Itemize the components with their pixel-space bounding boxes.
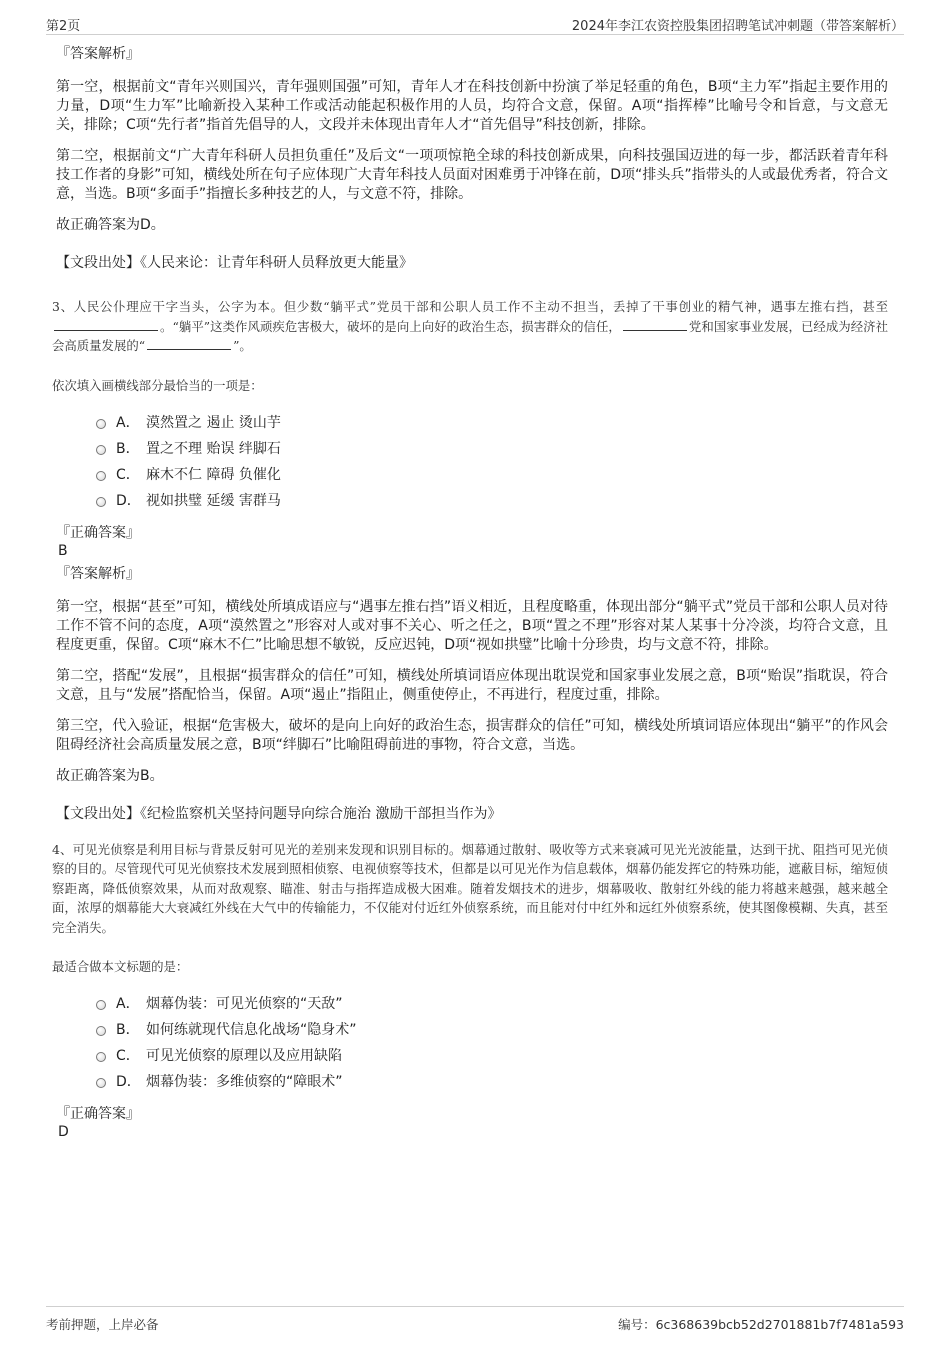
q4-answer: D — [58, 1124, 69, 1140]
q2-source: 【文段出处】《人民来论：让青年科研人员释放更大能量》 — [56, 255, 413, 271]
q3-option-a[interactable] — [96, 410, 888, 436]
q4-prompt: 最适合做本文标题的是： — [52, 959, 189, 974]
option-key: D． — [116, 1074, 141, 1090]
q3-prompt: 依次填入画横线部分最恰当的一项是： — [52, 377, 263, 393]
radio-icon[interactable] — [96, 1078, 106, 1088]
option-text: 置之不理 贻误 绊脚石 — [146, 440, 281, 457]
document-body — [52, 44, 889, 1141]
q3-option-c[interactable] — [96, 462, 888, 488]
q3-stem — [52, 297, 888, 356]
radio-icon[interactable] — [96, 1026, 106, 1036]
q2-conclusion: 故正确答案为D。 — [56, 217, 165, 233]
q4-stem: 4、可见光侦察是利用目标与背景反射可见光的差别来发现和识别目标的。烟幕通过散射、吸收等方式来衰减可见光光波能量，达到干扰、阻挡可见光侦察的目的。尽管现代可见光侦察技术发展到照相侦察、电视侦察等技术，但都是以可见光作为信息载体，烟幕仍能发挥它的特殊功能，遮蔽目标，缩短侦察距离，降低侦察效果，从而对敌观察、瞄准、射击与指挥造成极大困难。随着发烟技术的进步，烟幕吸收、散射红外线的能力将越来越强，越来越全面，浓厚的烟幕能大大衰减红外线在大气中的传输能力，不仅能对付近红外侦察系统，而且能对付中红外和远红外侦察系统，使其图像模糊、失真，甚至完全消失。 — [52, 841, 888, 935]
q3-blank-3 — [147, 337, 231, 350]
option-text: 烟幕伪装：多维侦察的“障眼术” — [146, 1074, 343, 1090]
radio-icon[interactable] — [96, 445, 106, 455]
q4-option-a[interactable] — [96, 991, 888, 1017]
option-text: 可见光侦察的原理以及应用缺陷 — [146, 1048, 342, 1064]
option-key: D． — [116, 492, 141, 509]
option-key: B． — [116, 1022, 140, 1038]
option-key: C． — [116, 466, 140, 483]
page-header — [46, 12, 904, 35]
option-key: B． — [116, 440, 140, 457]
footer-slogan: 考前押题，上岸必备 — [46, 1317, 159, 1332]
q2-analysis-label: 『答案解析』 — [56, 46, 140, 62]
document-title: 2024年李江农资控股集团招聘笔试冲刺题（带答案解析） — [571, 19, 904, 34]
radio-icon[interactable] — [96, 1000, 106, 1010]
q3-answer: B — [58, 542, 68, 559]
q3-source: 【文段出处】《纪检监察机关坚持问题导向综合施治 激励干部担当作为》 — [56, 805, 502, 822]
q3-options — [96, 410, 888, 514]
q4-options — [96, 991, 888, 1095]
q3-option-b[interactable] — [96, 436, 888, 462]
option-key: A． — [116, 414, 140, 431]
q3-blank-2 — [623, 318, 687, 331]
q3-analysis-paragraph: 第三空，代入验证，根据“危害极大，破坏的是向上向好的政治生态，损害群众的信任”可知，横线处所填词语应体现出“躺平”的作风会阻碍经济社会高质量发展之意，B项“绊脚石”比喻阻碍前进的事物，符合文意，当选。 — [56, 717, 888, 753]
q2-analysis-paragraph: 第二空，根据前文“广大青年科研人员担负重任”及后文“一项项惊艳全球的科技创新成果，向科技强国迈进的每一步，都活跃着青年科技工作者的身影”可知，横线处所在句子应体现广大青年科技人员面对困难勇于冲锋在前，D项“排头兵”指带头的人或最优秀者，符合文意，当选。B项“多面手”指擅长多种技艺的人，与文意不符，排除。 — [56, 148, 888, 202]
q4-option-c[interactable] — [96, 1043, 888, 1069]
q2-analysis-paragraph: 第一空，根据前文“青年兴则国兴，青年强则国强”可知，青年人才在科技创新中扮演了举足轻重的角色，B项“主力军”指起主要作用的力量，D项“生力军”比喻新投入某种工作或活动能起积极作用的人员，均符合文意，保留。A项“指挥棒”比喻号令和旨意，与文意无关，排除；C项“先行者”指首先倡导的人，文段并未体现出青年人才“首先倡导”科技创新，排除。 — [56, 79, 888, 133]
option-key: C． — [116, 1048, 140, 1064]
q3-analysis-label: 『答案解析』 — [56, 565, 140, 582]
option-text: 视如拱璧 延缓 害群马 — [146, 492, 281, 509]
q3-answer-label: 『正确答案』 — [56, 524, 140, 541]
option-key: A． — [116, 996, 140, 1012]
q4-option-b[interactable] — [96, 1017, 888, 1043]
q4-option-d[interactable] — [96, 1069, 888, 1095]
option-text: 麻木不仁 障碍 负催化 — [146, 466, 281, 483]
radio-icon[interactable] — [96, 1052, 106, 1062]
q3-blank-1 — [54, 318, 158, 331]
q3-stem-part: 。“躺平”这类作风顽疾危害极大，破坏的是向上向好的政治生态，损害群众的信任， — [160, 318, 621, 334]
document-id: 编号：6c368639bcb52d2701881b7f7481a593 — [618, 1317, 904, 1332]
option-text: 漠然置之 遏止 烫山芋 — [146, 414, 281, 431]
q3-stem-part: 党和国家事业发展，已经成为经济社会高质量发展的“ — [52, 318, 889, 353]
radio-icon[interactable] — [96, 497, 106, 507]
option-text: 如何练就现代信息化战场“隐身术” — [146, 1022, 357, 1038]
q3-analysis-paragraph: 第一空，根据“甚至”可知，横线处所填成语应与“遇事左推右挡”语义相近，且程度略重，体现出部分“躺平式”党员干部和公职人员对待工作不管不问的态度，A项“漠然置之”形容对人或对事不关心、听之任之，B项“置之不理”形容对某人某事十分冷淡，均符合文意，且程度更重，保留。C项“麻木不仁”比喻思想不敏锐，反应迟钝，D项“视如拱璧”比喻十分珍贵，均与文意不符，排除。 — [56, 598, 888, 653]
page-number: 第2页 — [46, 19, 81, 34]
q3-stem-part: ”。 — [233, 338, 252, 353]
q3-conclusion: 故正确答案为B。 — [56, 767, 164, 784]
q3-option-d[interactable] — [96, 488, 888, 514]
radio-icon[interactable] — [96, 471, 106, 481]
q3-stem-part: 3、人民公仆理应干字当头，公字为本。但少数“躺平式”党员干部和公职人员工作不主动不担当，丢掉了干事创业的精气神，遇事左推右挡，甚至 — [52, 299, 888, 314]
q3-analysis-paragraph: 第二空，搭配“发展”，且根据“损害群众的信任”可知，横线处所填词语应体现出耽误党和国家事业发展之意，B项“贻误”指耽误，符合文意，且与“发展”搭配恰当，保留。A项“遏止”指阻止，侧重使停止，不再进行，程度过重，排除。 — [56, 667, 888, 703]
q4-answer-label: 『正确答案』 — [56, 1106, 140, 1122]
radio-icon[interactable] — [96, 419, 106, 429]
page-footer — [46, 1306, 904, 1335]
option-text: 烟幕伪装：可见光侦察的“天敌” — [146, 996, 343, 1012]
